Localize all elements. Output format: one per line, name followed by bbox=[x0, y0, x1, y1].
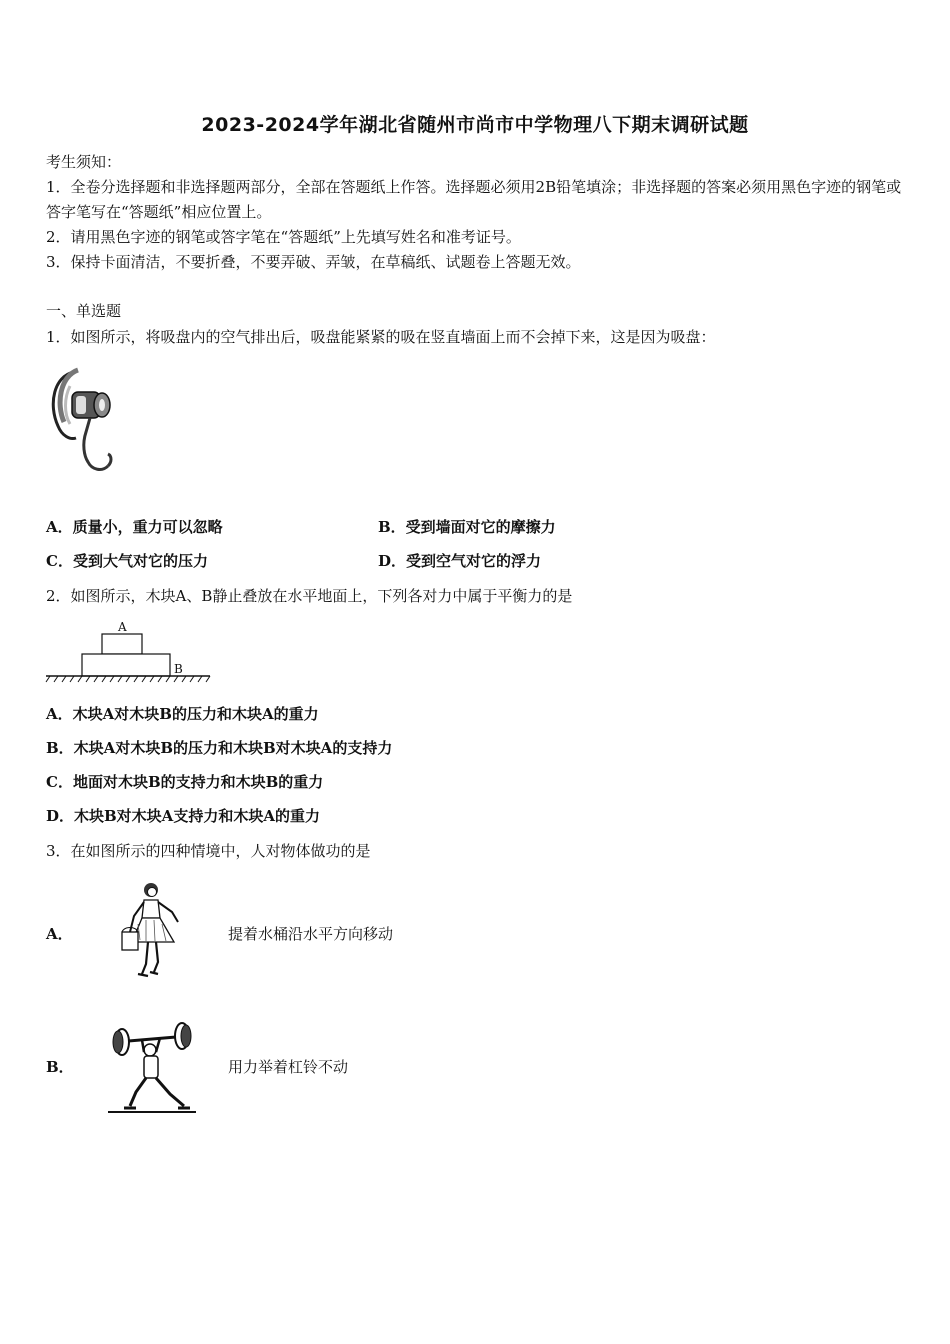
q1-option-d: D．受到空气对它的浮力 bbox=[378, 552, 542, 570]
q1-option-a: A．质量小，重力可以忽略 bbox=[46, 518, 223, 536]
section-heading: 一、单选题 bbox=[46, 302, 122, 320]
q3-option-a-letter: A． bbox=[46, 925, 73, 943]
block-b bbox=[82, 654, 170, 676]
label-a: A bbox=[118, 620, 127, 634]
q3-option-a-text: 提着水桶沿水平方向移动 bbox=[228, 925, 394, 943]
q2-option-b: B．木块A对木块B的压力和木块B对木块A的支持力 bbox=[46, 739, 393, 757]
q2-stem: 2．如图所示，木块A、B静止叠放在水平地面上，下列各对力中属于平衡力的是 bbox=[46, 587, 573, 605]
notice-heading: 考生须知： bbox=[46, 153, 122, 171]
q2-option-a: A．木块A对木块B的压力和木块A的重力 bbox=[46, 705, 319, 723]
weightlifter-image bbox=[106, 1016, 198, 1116]
stacked-blocks-diagram bbox=[46, 618, 212, 686]
suction-cup-hook-image bbox=[46, 366, 118, 478]
q2-option-c: C．地面对木块B的支持力和木块B的重力 bbox=[46, 773, 324, 791]
notice-item-3: 3．保持卡面清洁，不要折叠，不要弄破、弄皱，在草稿纸、试题卷上答题无效。 bbox=[46, 253, 581, 271]
q1-option-c: C．受到大气对它的压力 bbox=[46, 552, 208, 570]
q2-option-d: D．木块B对木块A支持力和木块A的重力 bbox=[46, 807, 320, 825]
q1-option-b: B．受到墙面对它的摩擦力 bbox=[378, 518, 556, 536]
block-a bbox=[102, 634, 142, 654]
girl-carrying-bucket-image bbox=[118, 880, 184, 978]
notice-item-1: 1．全卷分选择题和非选择题两部分，全部在答题纸上作答。选择题必须用2B铅笔填涂；非选择题的答案必须用黑色字迹的钢笔或答字笔写在“答题纸”相应位置上。 bbox=[46, 178, 902, 221]
notice-item-2: 2．请用黑色字迹的钢笔或答字笔在“答题纸”上先填写姓名和准考证号。 bbox=[46, 228, 521, 246]
label-b: B bbox=[174, 662, 183, 676]
page-title: 2023-2024学年湖北省随州市尚市中学物理八下期末调研试题 bbox=[201, 114, 749, 136]
q3-stem: 3．在如图所示的四种情境中，人对物体做功的是 bbox=[46, 842, 371, 860]
q3-option-b-text: 用力举着杠铃不动 bbox=[228, 1058, 349, 1076]
q1-stem: 1．如图所示，将吸盘内的空气排出后，吸盘能紧紧的吸在竖直墙面上而不会掉下来，这是因为吸盘： bbox=[46, 328, 716, 346]
q3-option-b-letter: B． bbox=[46, 1058, 74, 1076]
